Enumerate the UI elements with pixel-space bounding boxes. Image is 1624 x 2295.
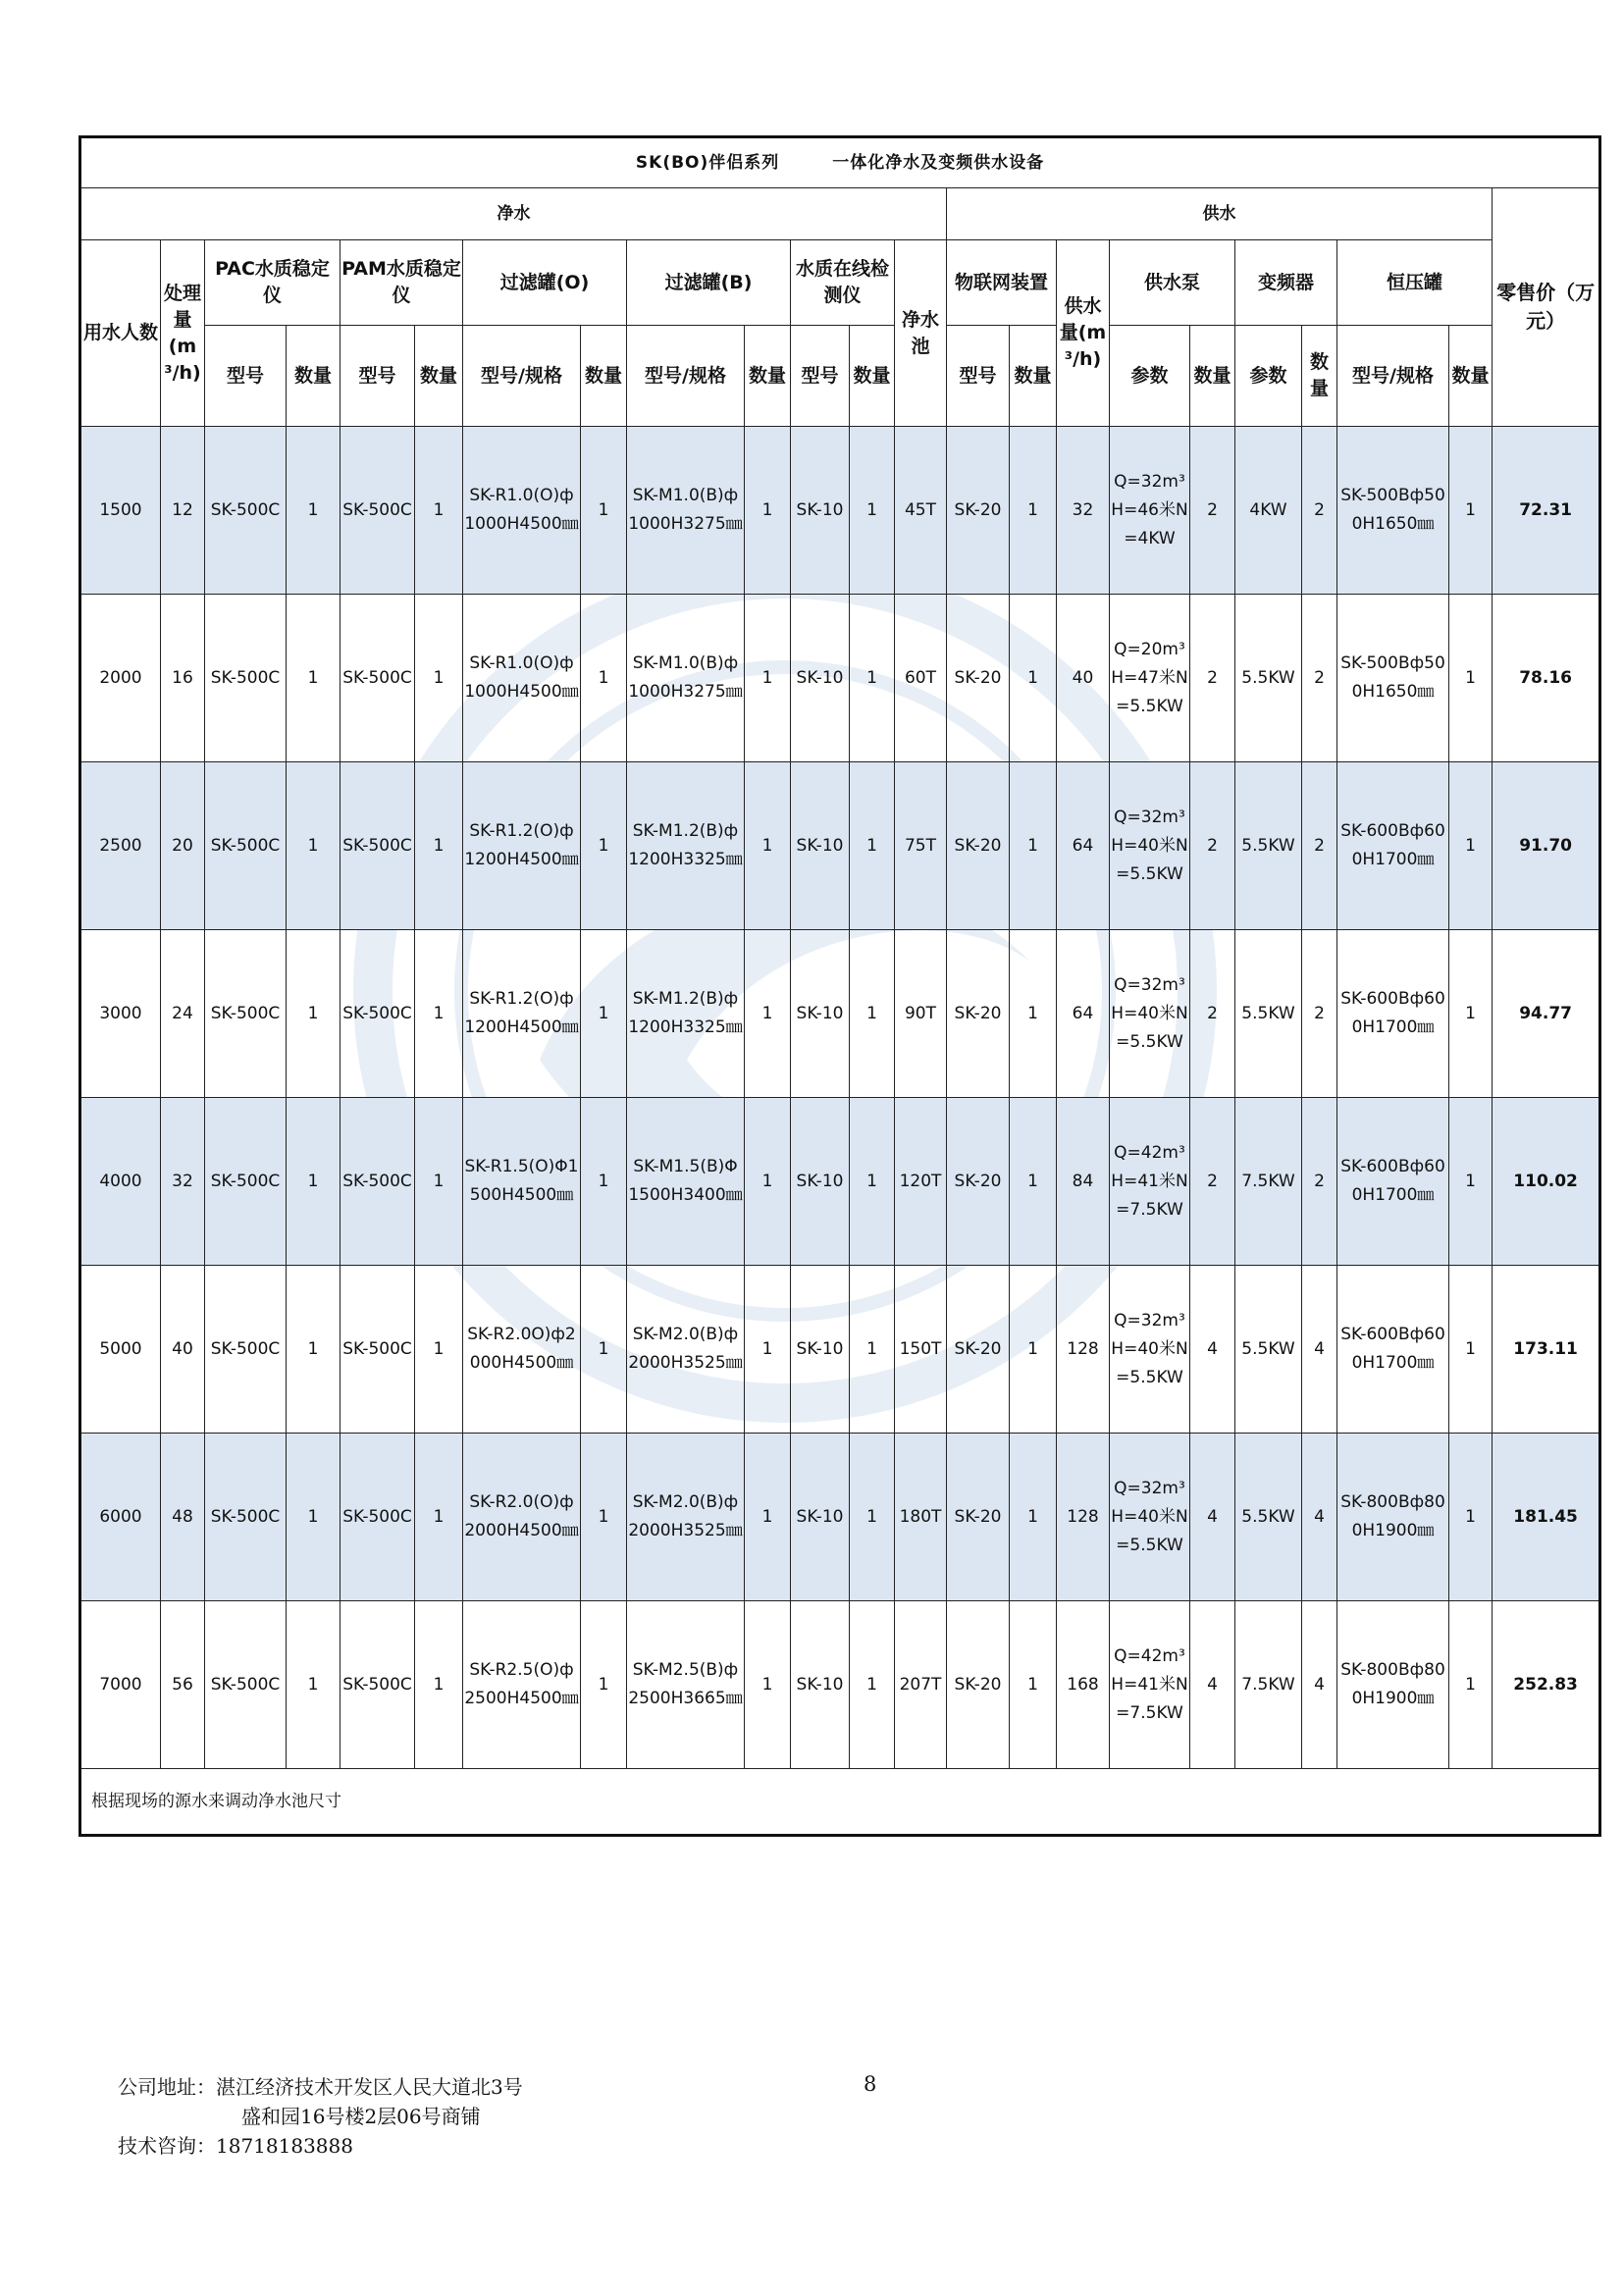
table-row xyxy=(80,762,1600,930)
cell-price: 252.83 xyxy=(1493,1601,1600,1769)
pump-qty-subheader: 数量 xyxy=(1190,326,1235,427)
cell-fb: SK-M2.0(B)ф2000H3525㎜ xyxy=(627,1434,745,1601)
cell-fo-n: 1 xyxy=(581,762,627,930)
cell-pac: SK-500C xyxy=(205,930,287,1098)
cell-mon: SK-10 xyxy=(791,930,850,1098)
cell-fo: SK-R2.5(O)ф2500H4500㎜ xyxy=(463,1601,581,1769)
cell-iot-n: 1 xyxy=(1010,762,1057,930)
table-row xyxy=(80,1266,1600,1434)
cell-mon: SK-10 xyxy=(791,1601,850,1769)
cell-pac-n: 1 xyxy=(287,427,341,595)
cell-pump: Q=32m³H=40米N=5.5KW xyxy=(1110,1434,1190,1601)
cell-cap: 32 xyxy=(161,1098,205,1266)
cell-fo: SK-R1.2(O)ф1200H4500㎜ xyxy=(463,762,581,930)
cell-fo-n: 1 xyxy=(581,1098,627,1266)
cell-pam: SK-500C xyxy=(341,427,415,595)
cell-pac-n: 1 xyxy=(287,1266,341,1434)
table-row xyxy=(80,930,1600,1098)
cell-fb: SK-M1.2(B)ф1200H3325㎜ xyxy=(627,762,745,930)
cell-pac-n: 1 xyxy=(287,1434,341,1601)
cell-supply: 64 xyxy=(1057,762,1110,930)
cell-cap: 40 xyxy=(161,1266,205,1434)
tank-spec-subheader: 型号/规格 xyxy=(1337,326,1449,427)
cell-users: 4000 xyxy=(80,1098,161,1266)
table-row xyxy=(80,1098,1600,1266)
col-iot-header: 物联网装置 xyxy=(947,240,1057,326)
cell-iot: SK-20 xyxy=(947,1266,1010,1434)
cell-fb: SK-M1.5(B)Φ1500H3400㎜ xyxy=(627,1098,745,1266)
table-note: 根据现场的源水来调动净水池尺寸 xyxy=(80,1769,1600,1836)
cell-fo-n: 1 xyxy=(581,1434,627,1601)
cell-pam: SK-500C xyxy=(341,1266,415,1434)
cell-supply: 128 xyxy=(1057,1434,1110,1601)
cell-supply: 128 xyxy=(1057,1266,1110,1434)
cell-pool: 75T xyxy=(895,762,947,930)
iot-model-subheader: 型号 xyxy=(947,326,1010,427)
col-pac-header: PAC水质稳定仪 xyxy=(205,240,341,326)
cell-mon-n: 1 xyxy=(850,595,895,762)
cell-tank-n: 1 xyxy=(1449,930,1493,1098)
cell-users: 7000 xyxy=(80,1601,161,1769)
cell-tank-n: 1 xyxy=(1449,427,1493,595)
cell-pool: 150T xyxy=(895,1266,947,1434)
col-filter-b-header: 过滤罐(B) xyxy=(627,240,791,326)
table-row xyxy=(80,595,1600,762)
table-title: SK(BO)伴侣系列 一体化净水及变频供水设备 xyxy=(80,137,1600,188)
pam-model-subheader: 型号 xyxy=(341,326,415,427)
address-line-2: 盛和园16号楼2层06号商铺 xyxy=(241,2105,481,2128)
cell-iot: SK-20 xyxy=(947,1434,1010,1601)
table-row xyxy=(80,1434,1600,1601)
cell-pac: SK-500C xyxy=(205,1601,287,1769)
cell-mon-n: 1 xyxy=(850,762,895,930)
cell-iot: SK-20 xyxy=(947,1601,1010,1769)
pac-model-subheader: 型号 xyxy=(205,326,287,427)
cell-pump-n: 2 xyxy=(1190,595,1235,762)
cell-mon-n: 1 xyxy=(850,427,895,595)
cell-mon-n: 1 xyxy=(850,1098,895,1266)
cell-iot: SK-20 xyxy=(947,930,1010,1098)
cell-inv: 7.5KW xyxy=(1235,1601,1302,1769)
cell-inv-n: 2 xyxy=(1302,762,1337,930)
cell-inv: 5.5KW xyxy=(1235,595,1302,762)
cell-pac: SK-500C xyxy=(205,595,287,762)
cell-fo-n: 1 xyxy=(581,427,627,595)
cell-pam-n: 1 xyxy=(415,1266,463,1434)
cell-fb: SK-M2.0(B)ф2000H3525㎜ xyxy=(627,1266,745,1434)
cell-inv-n: 4 xyxy=(1302,1434,1337,1601)
cell-pac-n: 1 xyxy=(287,930,341,1098)
cell-price: 72.31 xyxy=(1493,427,1600,595)
cell-inv-n: 2 xyxy=(1302,930,1337,1098)
cell-fb: SK-M1.0(B)ф1000H3275㎜ xyxy=(627,427,745,595)
cell-fo: SK-R2.0O)ф2000H4500㎜ xyxy=(463,1266,581,1434)
cell-inv: 5.5KW xyxy=(1235,762,1302,930)
cell-supply: 64 xyxy=(1057,930,1110,1098)
cell-fo-n: 1 xyxy=(581,1266,627,1434)
filter-o-spec-subheader: 型号/规格 xyxy=(463,326,581,427)
address-line-1: 湛江经济技术开发区人民大道北3号 xyxy=(216,2075,523,2099)
cell-tank: SK-500Bф500H1650㎜ xyxy=(1337,595,1449,762)
cell-fo: SK-R1.2(O)ф1200H4500㎜ xyxy=(463,930,581,1098)
cell-iot: SK-20 xyxy=(947,1098,1010,1266)
footer xyxy=(118,2072,523,2161)
cell-mon-n: 1 xyxy=(850,1601,895,1769)
cell-users: 6000 xyxy=(80,1434,161,1601)
cell-mon-n: 1 xyxy=(850,1266,895,1434)
cell-fo-n: 1 xyxy=(581,1601,627,1769)
col-pump-header: 供水泵 xyxy=(1110,240,1235,326)
cell-pump-n: 2 xyxy=(1190,762,1235,930)
cell-price: 94.77 xyxy=(1493,930,1600,1098)
cell-pac-n: 1 xyxy=(287,595,341,762)
cell-mon: SK-10 xyxy=(791,1266,850,1434)
col-pam-header: PAM水质稳定仪 xyxy=(341,240,463,326)
cell-iot-n: 1 xyxy=(1010,1098,1057,1266)
col-pool-header: 净水池 xyxy=(895,240,947,427)
cell-pool: 90T xyxy=(895,930,947,1098)
cell-fb-n: 1 xyxy=(745,1098,791,1266)
cell-mon: SK-10 xyxy=(791,762,850,930)
cell-pool: 60T xyxy=(895,595,947,762)
cell-tank-n: 1 xyxy=(1449,595,1493,762)
cell-inv-n: 4 xyxy=(1302,1266,1337,1434)
cell-inv-n: 2 xyxy=(1302,427,1337,595)
cell-inv: 5.5KW xyxy=(1235,1434,1302,1601)
tech-consult: 技术咨询：18718183888 xyxy=(118,2134,353,2158)
cell-pool: 180T xyxy=(895,1434,947,1601)
pump-param-subheader: 参数 xyxy=(1110,326,1190,427)
cell-fb: SK-M1.2(B)ф1200H3325㎜ xyxy=(627,930,745,1098)
cell-pam: SK-500C xyxy=(341,1434,415,1601)
pac-qty-subheader: 数量 xyxy=(287,326,341,427)
cell-pump: Q=32m³H=40米N=5.5KW xyxy=(1110,930,1190,1098)
cell-inv: 5.5KW xyxy=(1235,930,1302,1098)
cell-users: 2500 xyxy=(80,762,161,930)
inverter-qty-subheader: 数量 xyxy=(1302,326,1337,427)
cell-pool: 45T xyxy=(895,427,947,595)
cell-cap: 56 xyxy=(161,1601,205,1769)
table-body xyxy=(80,427,1600,1769)
cell-fb-n: 1 xyxy=(745,762,791,930)
cell-tank: SK-500Bф500H1650㎜ xyxy=(1337,427,1449,595)
cell-mon-n: 1 xyxy=(850,1434,895,1601)
cell-users: 3000 xyxy=(80,930,161,1098)
cell-iot-n: 1 xyxy=(1010,1266,1057,1434)
cell-mon: SK-10 xyxy=(791,427,850,595)
cell-pump-n: 2 xyxy=(1190,427,1235,595)
cell-inv-n: 2 xyxy=(1302,595,1337,762)
cell-pump: Q=42m³H=41米N=7.5KW xyxy=(1110,1098,1190,1266)
cell-pam-n: 1 xyxy=(415,1434,463,1601)
cell-pac: SK-500C xyxy=(205,1434,287,1601)
cell-pump-n: 4 xyxy=(1190,1601,1235,1769)
col-monitor-header: 水质在线检测仪 xyxy=(791,240,895,326)
cell-pam-n: 1 xyxy=(415,762,463,930)
cell-pam: SK-500C xyxy=(341,930,415,1098)
cell-supply: 40 xyxy=(1057,595,1110,762)
col-inverter-header: 变频器 xyxy=(1235,240,1337,326)
cell-tank: SK-800Bф800H1900㎜ xyxy=(1337,1434,1449,1601)
cell-pump: Q=32m³H=40米N=5.5KW xyxy=(1110,1266,1190,1434)
cell-fb-n: 1 xyxy=(745,1601,791,1769)
cell-inv-n: 4 xyxy=(1302,1601,1337,1769)
cell-tank: SK-600Bф600H1700㎜ xyxy=(1337,1098,1449,1266)
filter-o-qty-subheader: 数量 xyxy=(581,326,627,427)
cell-price: 110.02 xyxy=(1493,1098,1600,1266)
cell-inv-n: 2 xyxy=(1302,1098,1337,1266)
cell-pump: Q=32m³H=40米N=5.5KW xyxy=(1110,762,1190,930)
cell-pac-n: 1 xyxy=(287,1601,341,1769)
group-purify-header: 净水 xyxy=(80,188,947,240)
monitor-qty-subheader: 数量 xyxy=(850,326,895,427)
cell-cap: 12 xyxy=(161,427,205,595)
cell-mon-n: 1 xyxy=(850,930,895,1098)
cell-fo: SK-R1.0(O)ф1000H4500㎜ xyxy=(463,595,581,762)
col-users-header: 用水人数 xyxy=(80,240,161,427)
col-price-header: 零售价（万元） xyxy=(1493,188,1600,427)
cell-users: 2000 xyxy=(80,595,161,762)
cell-fb-n: 1 xyxy=(745,595,791,762)
cell-pac: SK-500C xyxy=(205,1266,287,1434)
cell-pam-n: 1 xyxy=(415,930,463,1098)
cell-supply: 84 xyxy=(1057,1098,1110,1266)
cell-pool: 120T xyxy=(895,1098,947,1266)
cell-price: 173.11 xyxy=(1493,1266,1600,1434)
cell-tank: SK-600Bф600H1700㎜ xyxy=(1337,1266,1449,1434)
cell-tank-n: 1 xyxy=(1449,762,1493,930)
cell-pump: Q=42m³H=41米N=7.5KW xyxy=(1110,1601,1190,1769)
cell-tank: SK-600Bф600H1700㎜ xyxy=(1337,762,1449,930)
cell-mon: SK-10 xyxy=(791,1434,850,1601)
cell-iot: SK-20 xyxy=(947,427,1010,595)
cell-pac: SK-500C xyxy=(205,762,287,930)
cell-cap: 48 xyxy=(161,1434,205,1601)
cell-fo: SK-R1.5(O)Φ1500H4500㎜ xyxy=(463,1098,581,1266)
cell-inv: 7.5KW xyxy=(1235,1098,1302,1266)
cell-cap: 16 xyxy=(161,595,205,762)
cell-pump: Q=32m³H=46米N=4KW xyxy=(1110,427,1190,595)
cell-fo-n: 1 xyxy=(581,930,627,1098)
cell-fo: SK-R2.0(O)ф2000H4500㎜ xyxy=(463,1434,581,1601)
cell-pac-n: 1 xyxy=(287,762,341,930)
cell-pump: Q=20m³H=47米N=5.5KW xyxy=(1110,595,1190,762)
col-filter-o-header: 过滤罐(O) xyxy=(463,240,627,326)
filter-b-spec-subheader: 型号/规格 xyxy=(627,326,745,427)
cell-fb: SK-M2.5(B)ф2500H3665㎜ xyxy=(627,1601,745,1769)
cell-price: 78.16 xyxy=(1493,595,1600,762)
product-spec-table xyxy=(79,135,1601,1837)
table-row xyxy=(80,427,1600,595)
cell-pam-n: 1 xyxy=(415,1098,463,1266)
page-number: 8 xyxy=(864,2072,877,2096)
cell-price: 181.45 xyxy=(1493,1434,1600,1601)
cell-users: 1500 xyxy=(80,427,161,595)
cell-pump-n: 4 xyxy=(1190,1266,1235,1434)
cell-iot-n: 1 xyxy=(1010,1601,1057,1769)
cell-cap: 24 xyxy=(161,930,205,1098)
monitor-model-subheader: 型号 xyxy=(791,326,850,427)
cell-tank-n: 1 xyxy=(1449,1266,1493,1434)
cell-iot: SK-20 xyxy=(947,595,1010,762)
cell-pam: SK-500C xyxy=(341,1098,415,1266)
col-supply-volume-header: 供水量(m³/h) xyxy=(1057,240,1110,427)
cell-fo-n: 1 xyxy=(581,595,627,762)
cell-fb-n: 1 xyxy=(745,427,791,595)
cell-iot-n: 1 xyxy=(1010,930,1057,1098)
cell-inv: 4KW xyxy=(1235,427,1302,595)
col-capacity-header: 处理量(m³/h) xyxy=(161,240,205,427)
cell-pam-n: 1 xyxy=(415,427,463,595)
cell-pac: SK-500C xyxy=(205,1098,287,1266)
cell-iot-n: 1 xyxy=(1010,427,1057,595)
cell-mon: SK-10 xyxy=(791,1098,850,1266)
cell-fo: SK-R1.0(O)ф1000H4500㎜ xyxy=(463,427,581,595)
pam-qty-subheader: 数量 xyxy=(415,326,463,427)
cell-pool: 207T xyxy=(895,1601,947,1769)
cell-pam: SK-500C xyxy=(341,595,415,762)
cell-fb-n: 1 xyxy=(745,930,791,1098)
cell-tank: SK-800Bф800H1900㎜ xyxy=(1337,1601,1449,1769)
cell-supply: 32 xyxy=(1057,427,1110,595)
cell-cap: 20 xyxy=(161,762,205,930)
cell-pac: SK-500C xyxy=(205,427,287,595)
address-label: 公司地址： xyxy=(118,2075,216,2099)
cell-tank: SK-600Bф600H1700㎜ xyxy=(1337,930,1449,1098)
cell-iot: SK-20 xyxy=(947,762,1010,930)
group-supply-header: 供水 xyxy=(947,188,1493,240)
cell-tank-n: 1 xyxy=(1449,1434,1493,1601)
iot-qty-subheader: 数量 xyxy=(1010,326,1057,427)
cell-pam: SK-500C xyxy=(341,1601,415,1769)
cell-inv: 5.5KW xyxy=(1235,1266,1302,1434)
cell-price: 91.70 xyxy=(1493,762,1600,930)
cell-pam-n: 1 xyxy=(415,1601,463,1769)
cell-pam-n: 1 xyxy=(415,595,463,762)
cell-mon: SK-10 xyxy=(791,595,850,762)
tank-qty-subheader: 数量 xyxy=(1449,326,1493,427)
cell-iot-n: 1 xyxy=(1010,595,1057,762)
cell-tank-n: 1 xyxy=(1449,1601,1493,1769)
inverter-param-subheader: 参数 xyxy=(1235,326,1302,427)
table-row xyxy=(80,1601,1600,1769)
cell-pam: SK-500C xyxy=(341,762,415,930)
cell-fb-n: 1 xyxy=(745,1266,791,1434)
cell-iot-n: 1 xyxy=(1010,1434,1057,1601)
cell-fb: SK-M1.0(B)ф1000H3275㎜ xyxy=(627,595,745,762)
cell-supply: 168 xyxy=(1057,1601,1110,1769)
cell-pump-n: 2 xyxy=(1190,1098,1235,1266)
cell-pac-n: 1 xyxy=(287,1098,341,1266)
filter-b-qty-subheader: 数量 xyxy=(745,326,791,427)
cell-pump-n: 4 xyxy=(1190,1434,1235,1601)
cell-users: 5000 xyxy=(80,1266,161,1434)
col-tank-header: 恒压罐 xyxy=(1337,240,1493,326)
cell-fb-n: 1 xyxy=(745,1434,791,1601)
cell-tank-n: 1 xyxy=(1449,1098,1493,1266)
cell-pump-n: 2 xyxy=(1190,930,1235,1098)
